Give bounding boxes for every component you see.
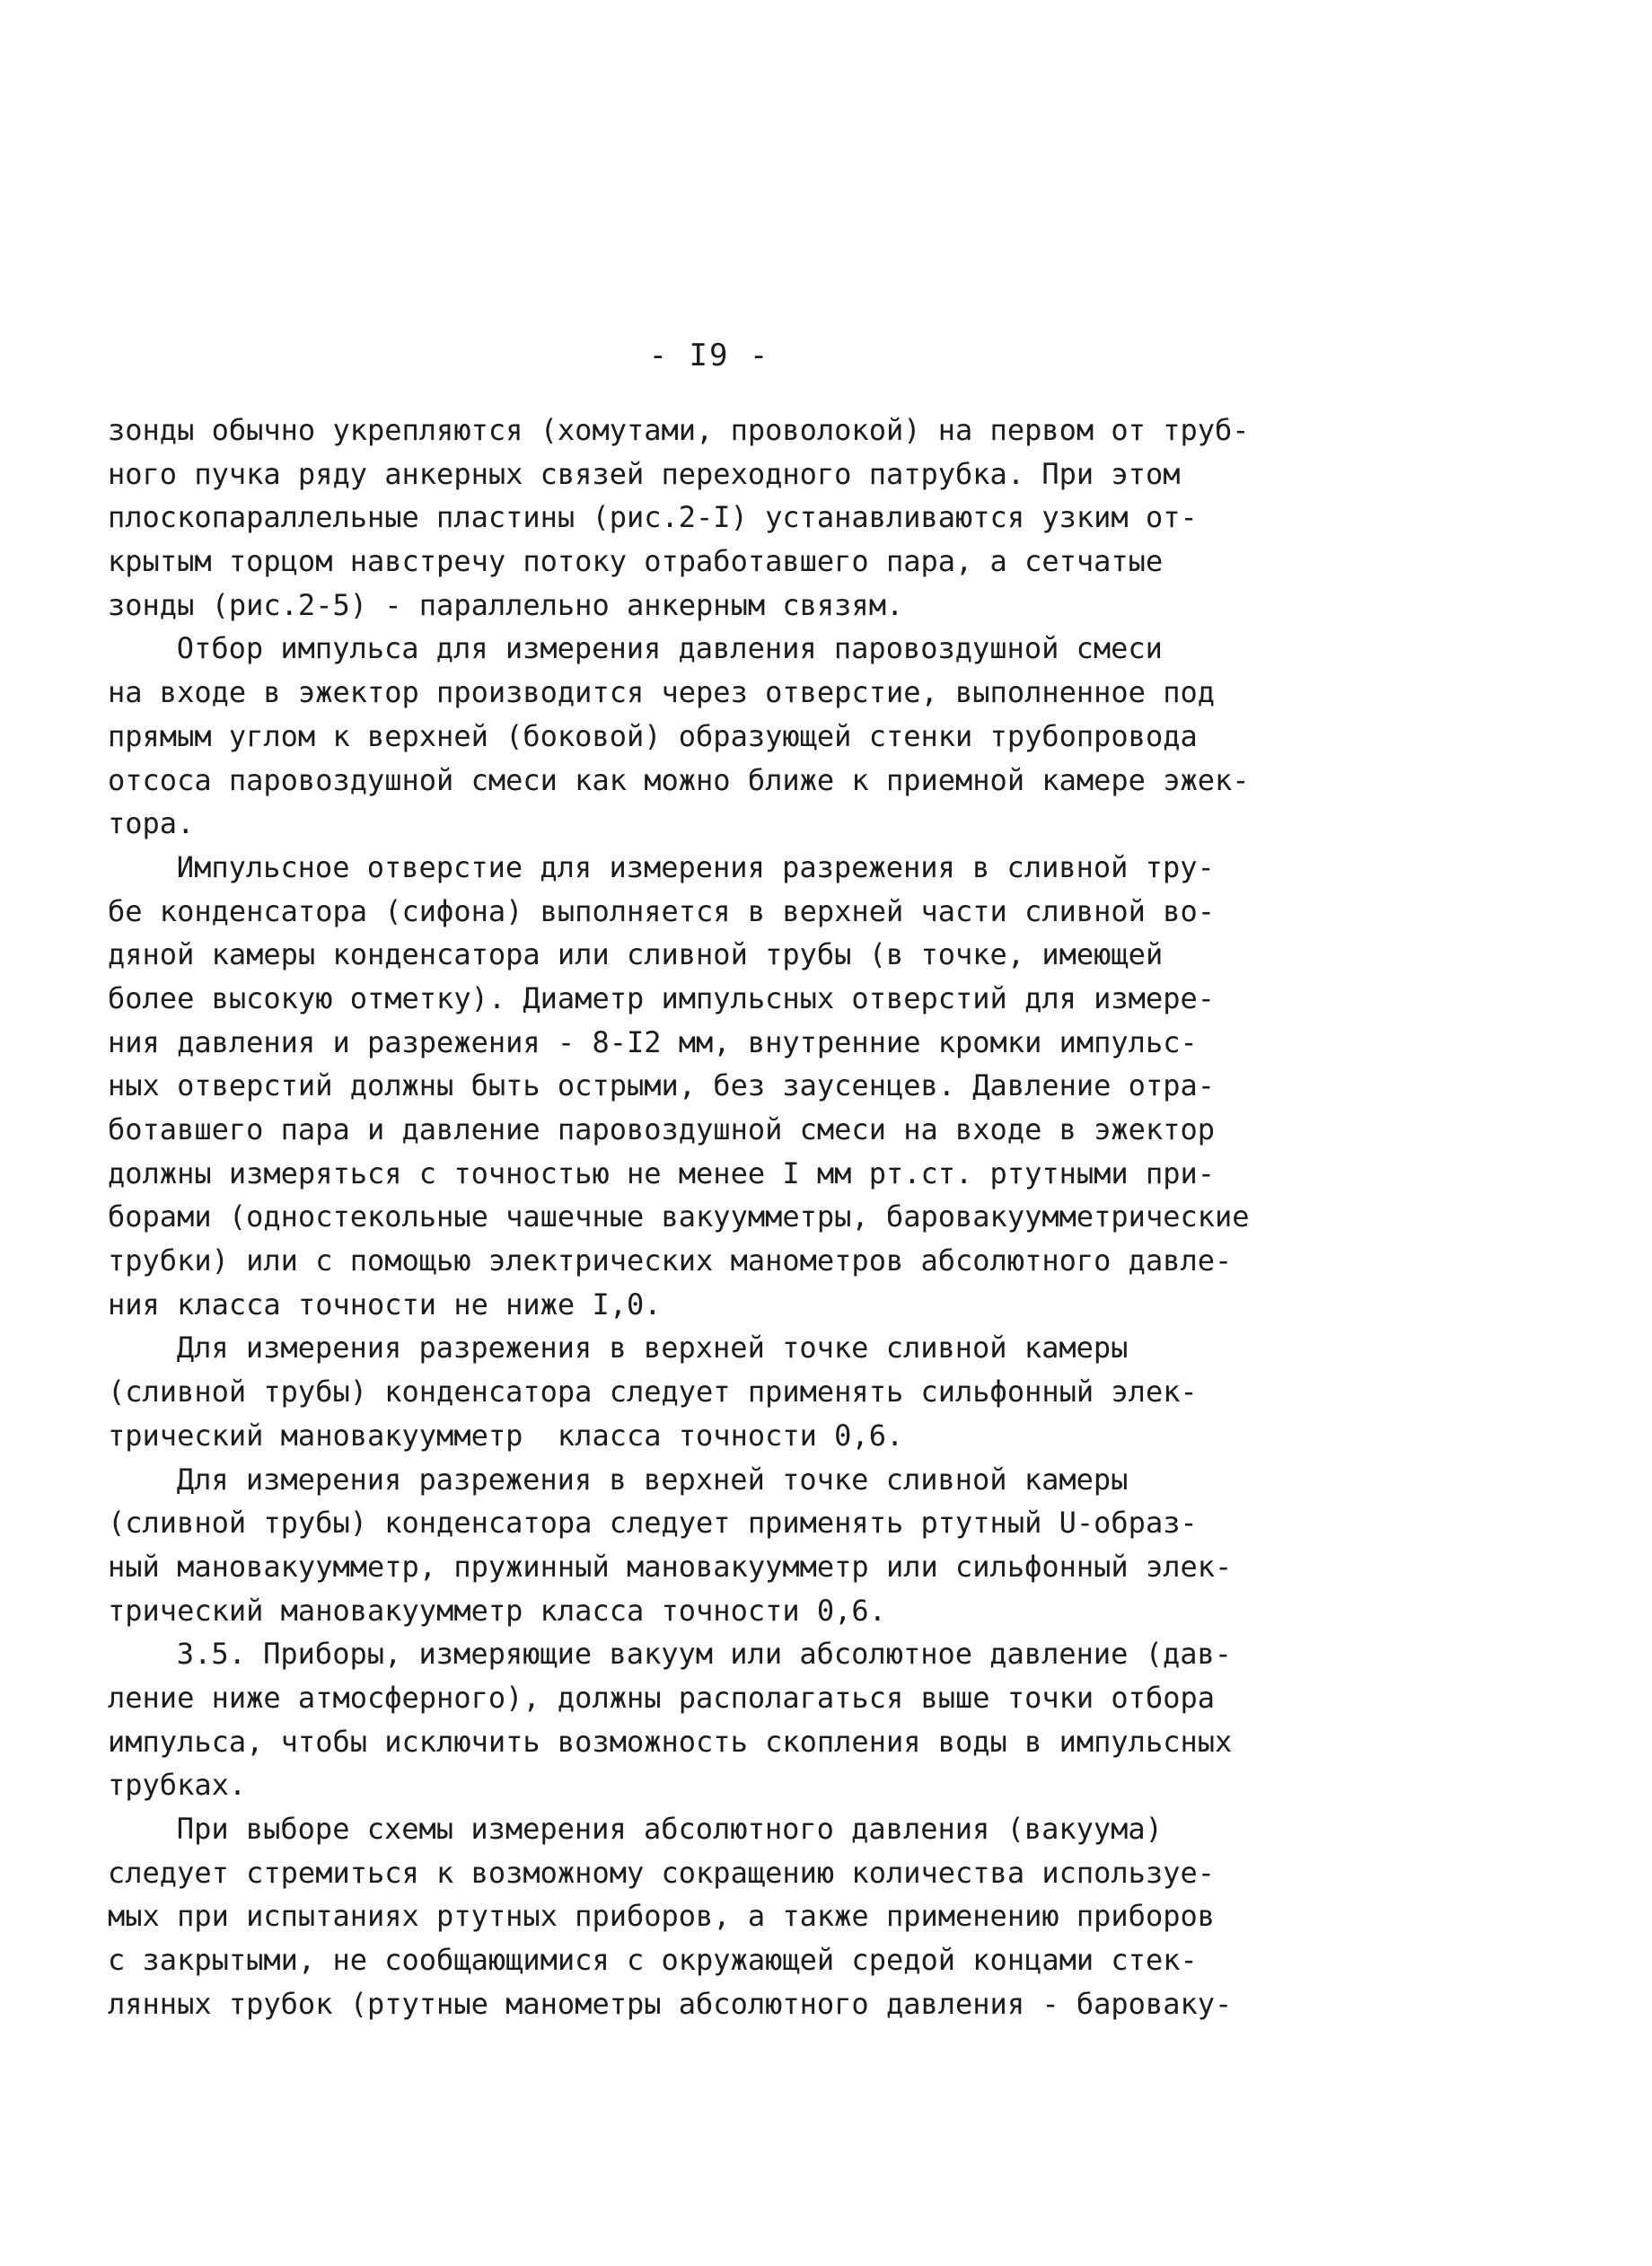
- text-line: более высокую отметку). Диаметр импульсных отверстий для измере-: [108, 980, 1215, 1015]
- text-line: зонды (рис.2-5) - параллельно анкерным связям.: [108, 587, 904, 622]
- text-line: Отбор импульса для измерения давления паровоздушной смеси: [176, 631, 1163, 666]
- text-line: Импульсное отверстие для измерения разрежения в сливной тру-: [176, 849, 1215, 884]
- text-line: ния класса точности не ниже I,0.: [108, 1287, 662, 1322]
- text-line: Для измерения разрежения в верхней точке сливной камеры: [176, 1462, 1129, 1497]
- text-line: ный мановакуумметр, пружинный мановакуумметр или сильфонный элек-: [108, 1549, 1233, 1584]
- text-line: трический мановакуумметр класса точности 0,6.: [108, 1418, 904, 1453]
- text-line: на входе в эжектор производится через отверстие, выполненное под: [108, 675, 1215, 710]
- text-line: отсоса паровоздушной смеси как можно ближе к приемной камере эжек-: [108, 762, 1250, 797]
- text-line: 3.5. Приборы, измеряющие вакуум или абсолютное давление (дав-: [176, 1637, 1232, 1672]
- text-line: ление ниже атмосферного), должны располагаться выше точки отбора: [108, 1680, 1215, 1715]
- text-line: (сливной трубы) конденсатора следует применять сильфонный элек-: [108, 1375, 1198, 1410]
- text-line: мых при испытаниях ртутных приборов, а также применению приборов: [108, 1899, 1215, 1934]
- text-line: зонды обычно укрепляются (хомутами, проволокой) на первом от труб-: [108, 413, 1250, 447]
- text-line: импульса, чтобы исключить возможность скопления воды в импульсных: [108, 1724, 1233, 1759]
- text-line: с закрытыми, не сообщающимися с окружающей средой концами стек-: [108, 1943, 1198, 1978]
- text-line: лянных трубок (ртутные манометры абсолютного давления - баровaку-: [108, 1986, 1233, 2021]
- text-line: трубки) или с помощью электрических манометров абсолютного давле-: [108, 1243, 1233, 1278]
- text-line: прямым углом к верхней (боковой) образующей стенки трубопровода: [108, 718, 1198, 753]
- text-line: При выборе схемы измерения абсолютного давления (вакуума): [176, 1812, 1163, 1846]
- text-line: дяной камеры конденсатора или сливной трубы (в точке, имеющей: [108, 937, 1164, 972]
- text-line: ных отверстий должны быть острыми, без заусенцев. Давление отра-: [108, 1068, 1215, 1103]
- text-line: крытым торцом навстречу потоку отработавшего пара, а сетчатые: [108, 544, 1164, 579]
- text-line: (сливной трубы) конденсатора следует применять ртутный U-образ-: [108, 1506, 1198, 1541]
- body-text: [108, 408, 1293, 2025]
- text-line: борами (одностекольные чашечные вакуумметры, баровакуумметрические: [108, 1199, 1250, 1234]
- text-line: должны измеряться с точностью не менее I мм рт.ст. ртутными при-: [108, 1155, 1215, 1190]
- page-number: - I9 -: [648, 338, 770, 373]
- text-line: бе конденсатора (сифона) выполняется в верхней части сливной во-: [108, 893, 1215, 928]
- text-line: ния давления и разрежения - 8-I2 мм, внутренние кромки импульс-: [108, 1024, 1198, 1059]
- text-line: ботавшего пара и давление паровоздушной смеси на входе в эжектор: [108, 1112, 1215, 1146]
- text-line: ного пучка ряду анкерных связей переходного патрубка. При этом: [108, 456, 1181, 491]
- text-line: трубках.: [108, 1768, 247, 1803]
- text-line: тора.: [108, 806, 195, 841]
- text-line: Для измерения разрежения в верхней точке сливной камеры: [176, 1331, 1129, 1366]
- text-line: трический мановакуумметр класса точности 0,6.: [108, 1593, 886, 1628]
- text-line: плоскопараллельные пластины (рис.2-I) устанавливаются узким от-: [108, 500, 1198, 535]
- text-line: следует стремиться к возможному сокращению количества используе-: [108, 1855, 1215, 1890]
